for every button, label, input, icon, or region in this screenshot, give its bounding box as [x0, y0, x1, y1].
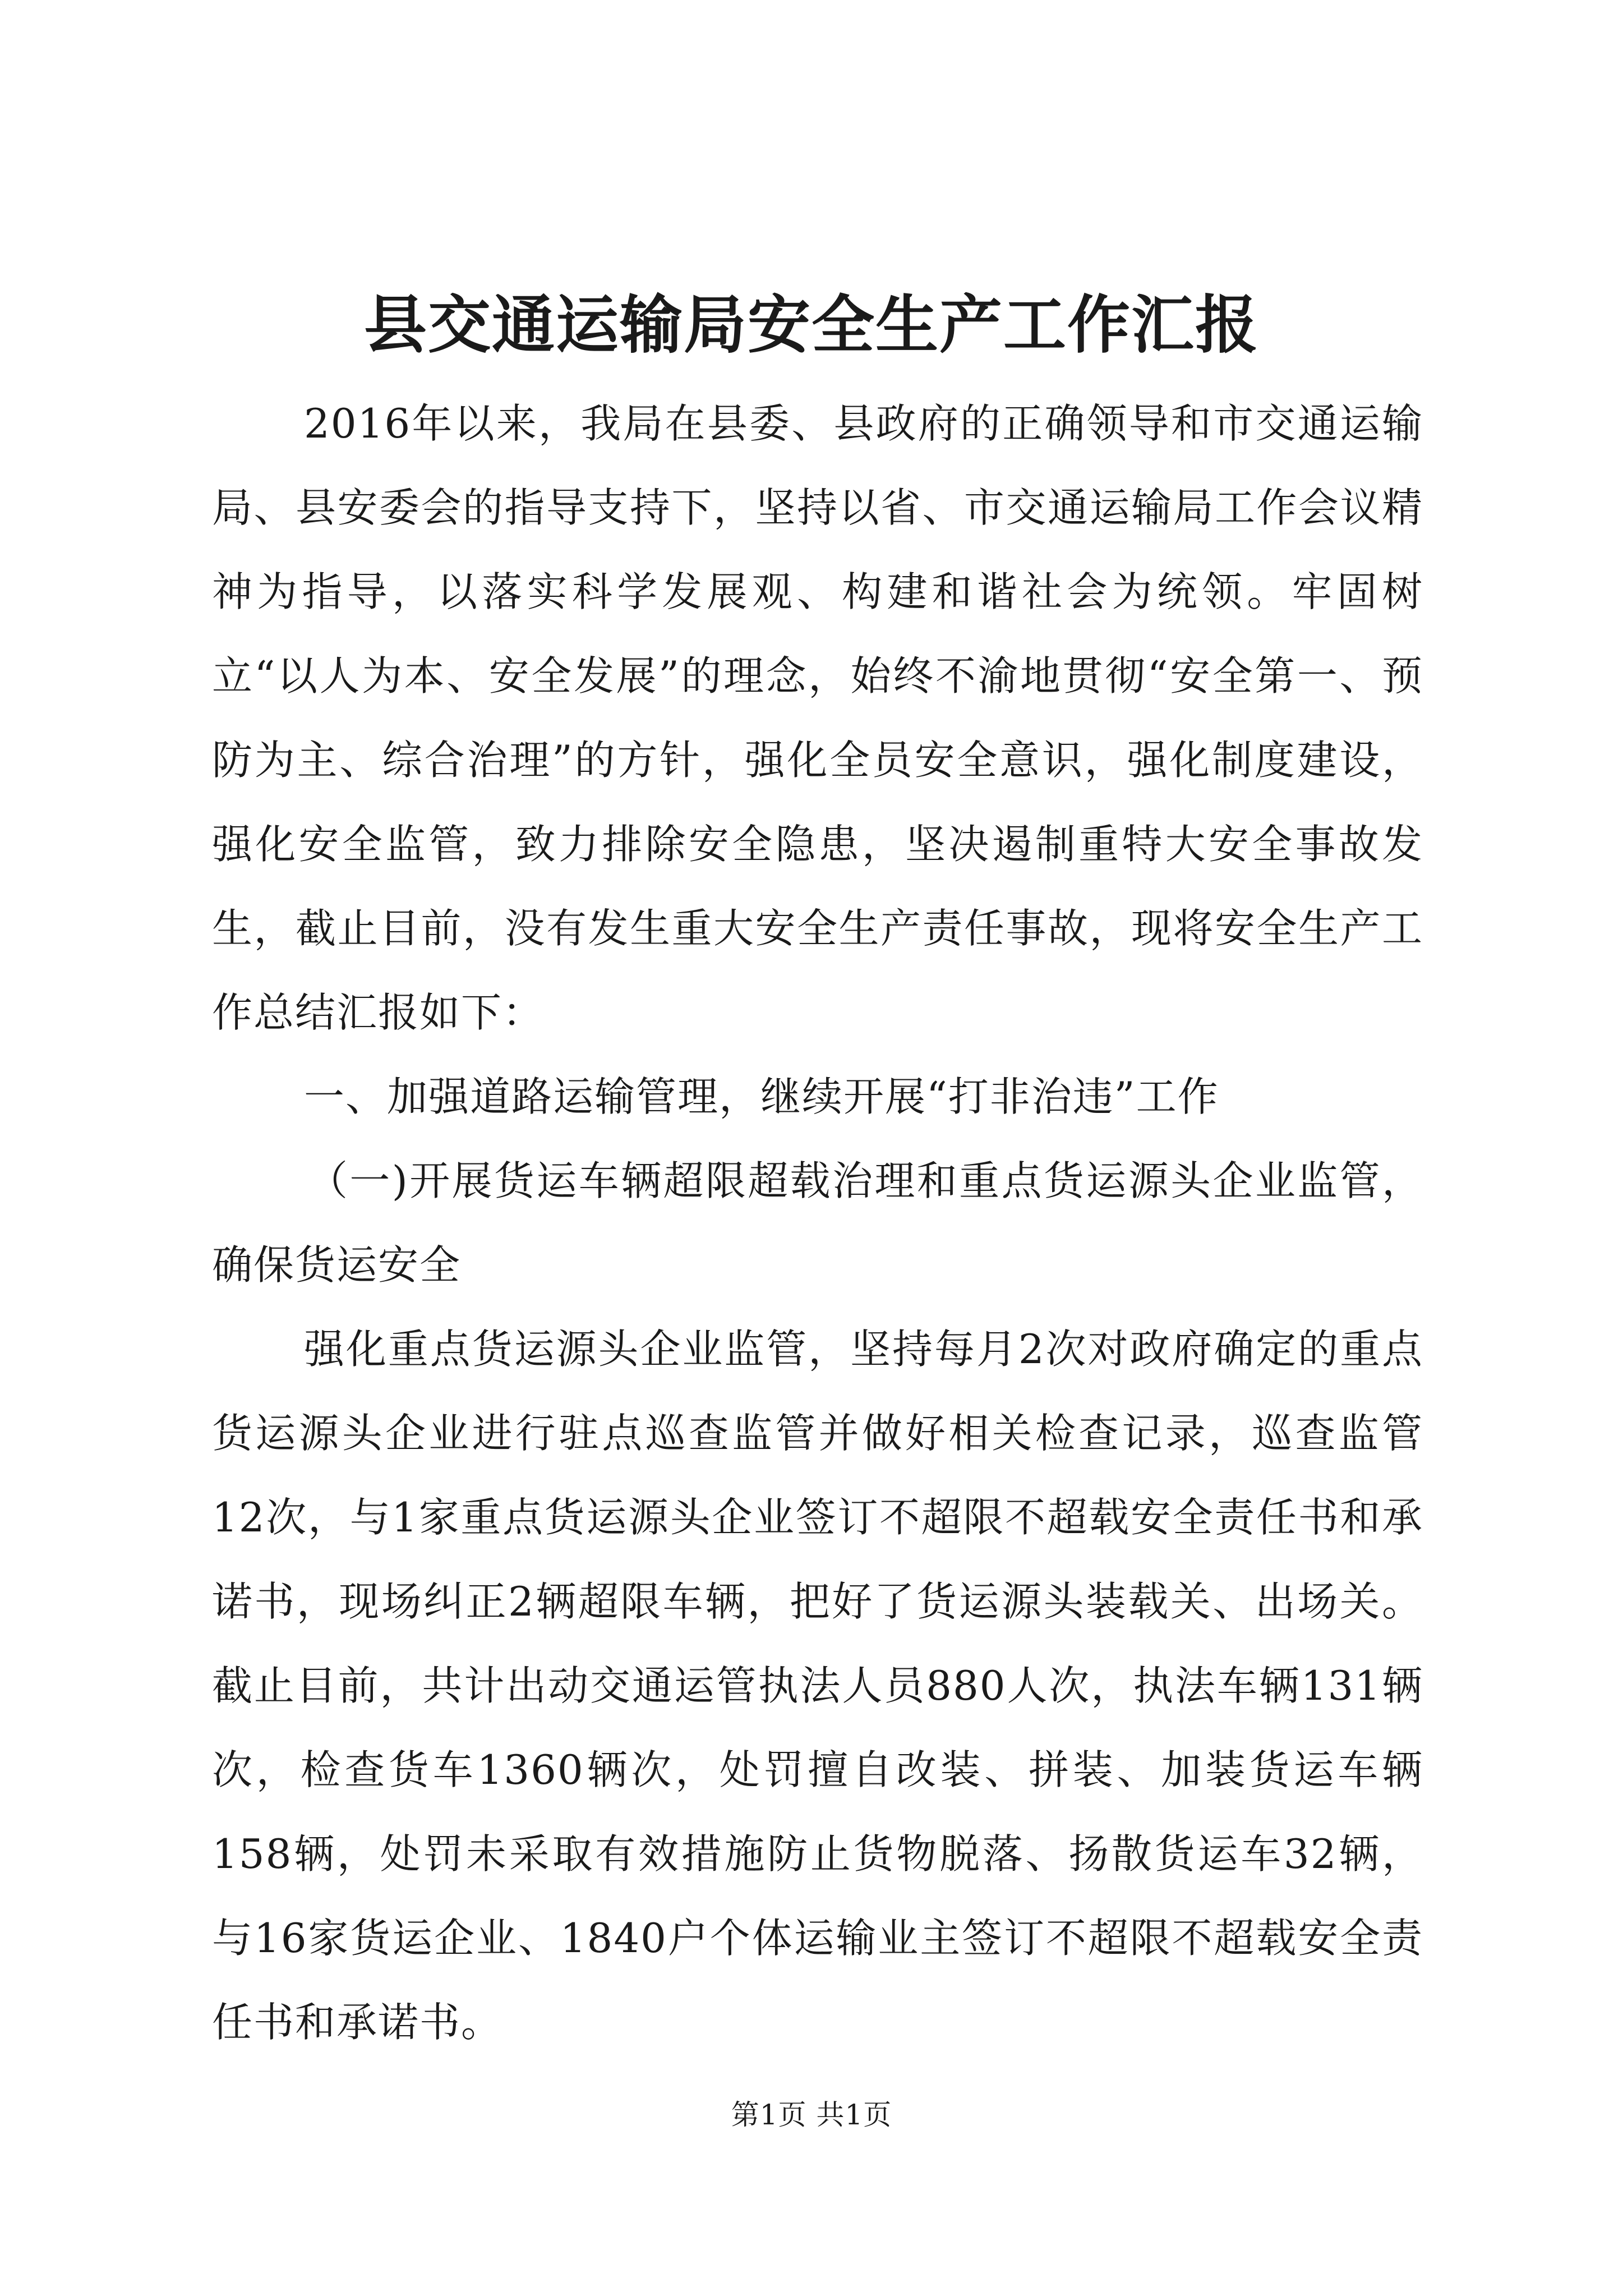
document-body: [212, 381, 1423, 2064]
document-title: 县交通运输局安全生产工作汇报: [364, 288, 1259, 362]
subsection-heading-1: （一)开展货运车辆超限超载治理和重点货运源头企业监管，确保货运安全: [212, 1157, 1423, 1289]
paragraph-intro: 2016年以来，我局在县委、县政府的正确领导和市交通运输局、县安委会的指导支持下，坚持以省、市交通运输局工作会议精神为指导，以落实科学发展观、构建和谐社会为统领。牢固树立“以人为本、安全发展”的理念，始终不渝地贯彻“安全第一、预防为主、综合治理”的方针，强化全员安全意识，强化制度建设，强化安全监管，致力排除安全隐患，坚决遏制重特大安全事故发生，截止目前，没有发生重大安全生产责任事故，现将安全生产工作总结汇报如下：: [212, 400, 1423, 1036]
page-footer: 第1页 共1页: [731, 2099, 892, 2131]
section-heading-1: 一、加强道路运输管理，继续开展“打非治违”工作: [304, 1073, 1219, 1120]
paragraph-freight-supervision: 强化重点货运源头企业监管，坚持每月2次对政府确定的重点货运源头企业进行驻点巡查监管并做好相关检查记录，巡查监管12次，与1家重点货运源头企业签订不超限不超载安全责任书和承诺书，现场纠正2辆超限车辆，把好了货运源头装载关、出场关。截止目前，共计出动交通运管执法人员880人次，执法车辆131辆次，检查货车1360辆次，处罚擅自改装、拼装、加装货运车辆158辆，处罚未采取有效措施防止货物脱落、扬散货运车32辆，与16家货运企业、1840户个体运输业主签订不超限不超载安全责任书和承诺书。: [212, 1326, 1423, 2046]
